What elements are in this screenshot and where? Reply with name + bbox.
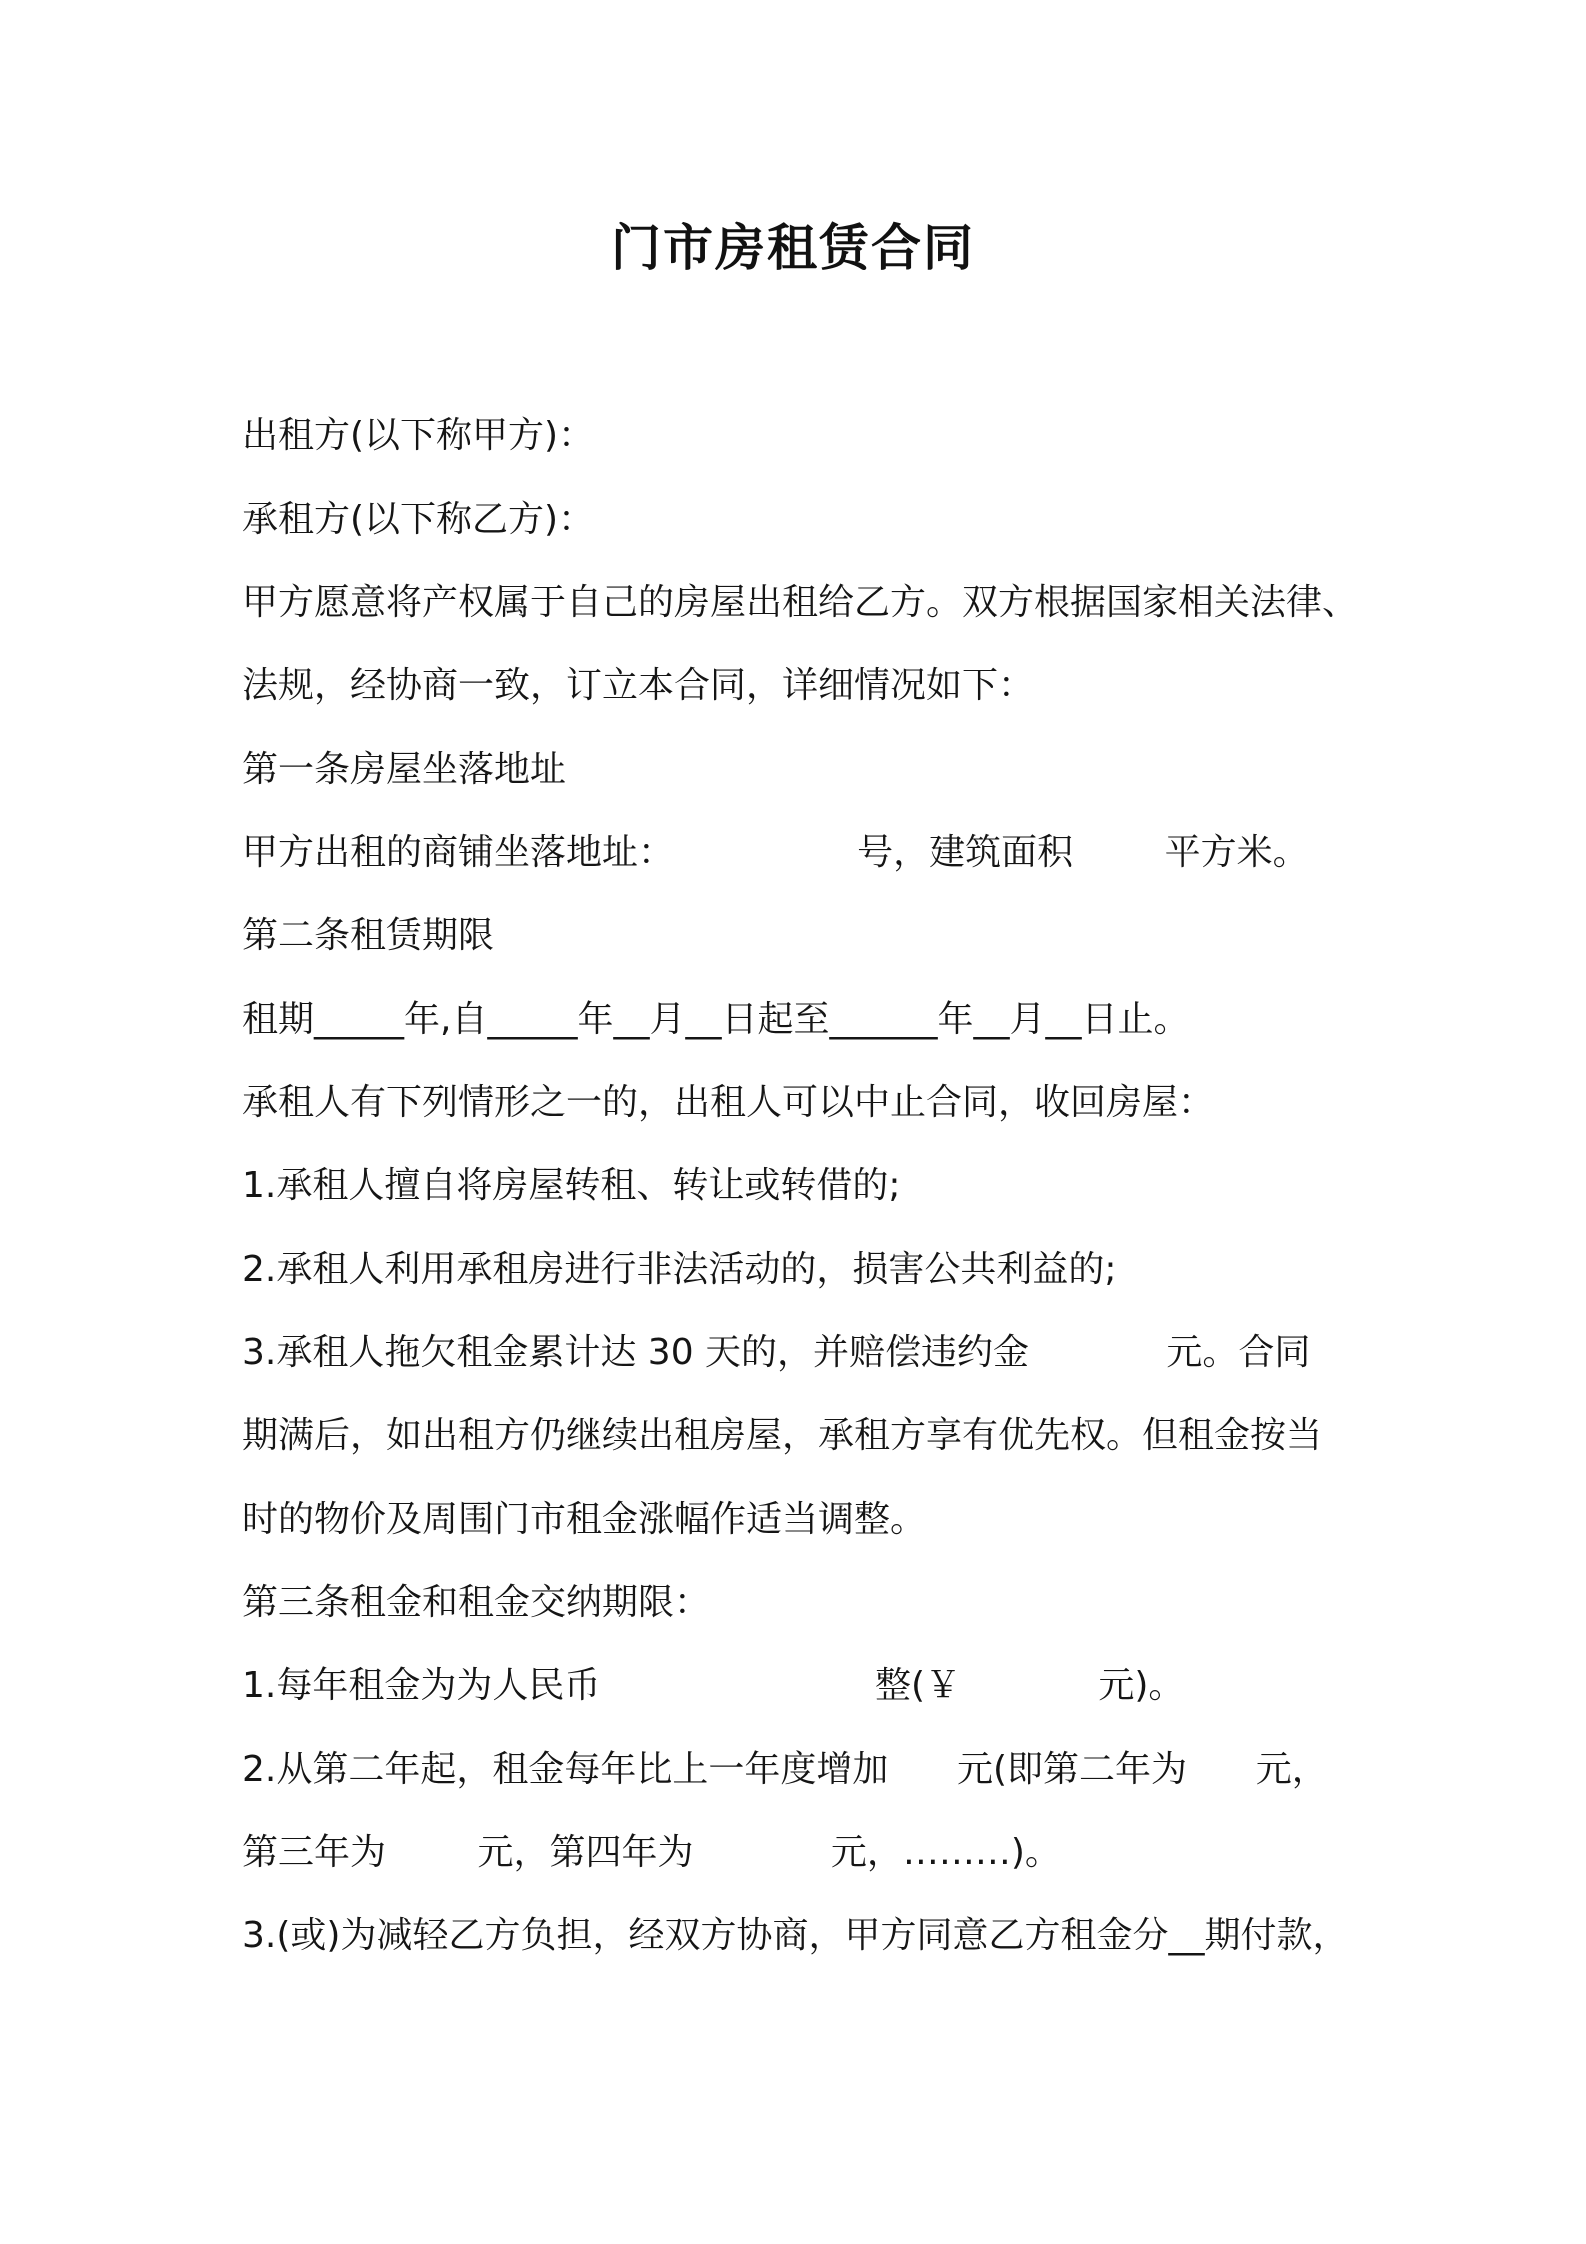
address-line: 甲方出租的商铺坐落地址： 号，建筑面积 平方米。 <box>242 832 1309 873</box>
preamble-line-1: 甲方愿意将产权属于自己的房屋出租给乙方。双方根据国家相关法律、 <box>242 582 1359 623</box>
rent-item-2-continued: 第三年为 元，第四年为 元，………)。 <box>242 1832 1061 1873</box>
termination-item-2: 2.承租人利用承租房进行非法活动的，损害公共利益的; <box>242 1249 1117 1290</box>
document-title: 门市房租赁合同 <box>611 219 975 277</box>
rent-item-3: 3.(或)为减轻乙方负担，经双方协商，甲方同意乙方租金分__期付款， <box>242 1915 1349 1956</box>
article-3-heading: 第三条租金和租金交纳期限： <box>242 1582 711 1623</box>
lessor-line: 出租方(以下称甲方)： <box>242 415 595 456</box>
termination-item-1: 1.承租人擅自将房屋转租、转让或转借的; <box>242 1165 901 1206</box>
renewal-line-1: 期满后，如出租方仍继续出租房屋，承租方享有优先权。但租金按当 <box>242 1415 1323 1456</box>
article-2-heading: 第二条租赁期限 <box>242 915 495 956</box>
termination-item-3: 3.承租人拖欠租金累计达 30 天的，并赔偿违约金 元。合同 <box>242 1332 1311 1373</box>
article-1-heading: 第一条房屋坐落地址 <box>242 749 567 790</box>
preamble-line-2: 法规，经协商一致，订立本合同，详细情况如下： <box>242 665 1035 706</box>
rent-item-1: 1.每年租金为为人民币 整(￥ 元)。 <box>242 1665 1185 1706</box>
lease-term-line: 租期_____年,自_____年__月__日起至______年__月__日止。 <box>242 999 1190 1040</box>
renewal-line-2: 时的物价及周围门市租金涨幅作适当调整。 <box>242 1499 927 1540</box>
lessee-line: 承租方(以下称乙方)： <box>242 499 595 540</box>
termination-intro-line: 承租人有下列情形之一的，出租人可以中止合同，收回房屋： <box>242 1082 1215 1123</box>
rent-item-2: 2.从第二年起，租金每年比上一年度增加 元(即第二年为 元， <box>242 1749 1328 1790</box>
